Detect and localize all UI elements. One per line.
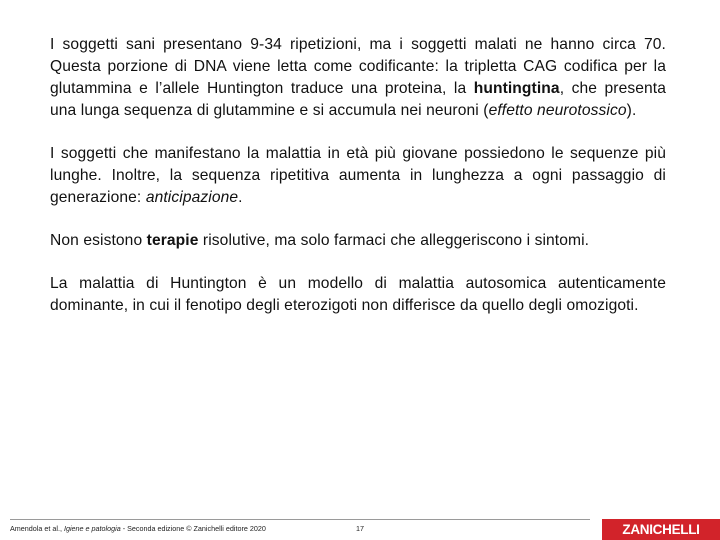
term-anticipazione: anticipazione: [145, 189, 239, 206]
text-segment: Non esistono: [50, 232, 147, 249]
text-segment: , che presenta una lunga sequenza di glutammine e si accumula nei neuroni (: [50, 80, 666, 119]
text-segment: risolutive, ma solo farmaci che alleggeriscono i sintomi.: [198, 232, 590, 249]
text-segment: ).: [626, 102, 637, 119]
paragraph-dominant-model: [50, 273, 666, 317]
footer-divider: [10, 519, 590, 520]
publisher-logo: ZANICHELLI: [602, 519, 720, 540]
paragraph-repetitions: [50, 34, 666, 122]
text-segment: La malattia di Huntington è un modello di malattia autosomica autenticamente dominante, in cui il fenotipo degli eterozigoti non differisce da quello degli omozigoti.: [50, 275, 666, 314]
slide-body: [50, 34, 666, 338]
term-huntingtina: huntingtina: [473, 80, 560, 97]
text-segment: .: [238, 189, 243, 206]
paragraph-anticipation: [50, 143, 666, 209]
text-segment: I soggetti che manifestano la malattia in età più giovane possiedono le sequenze più lunghe. Inoltre, la sequenza ripetitiva aumenta in lunghezza a ogni passaggio di generazione:: [50, 145, 666, 206]
slide-footer: [0, 519, 720, 540]
footer-credit: [10, 524, 266, 533]
term-effetto-neurotossico: effetto neurotossico: [488, 102, 627, 119]
term-terapie: terapie: [146, 232, 199, 249]
credit-book-title: Igiene e patologia: [63, 524, 121, 533]
page-number: 17: [356, 524, 364, 533]
paragraph-therapies: [50, 230, 666, 252]
credit-edition: - Seconda edizione © Zanichelli editore 2020: [120, 524, 266, 533]
text-segment: I soggetti sani presentano 9-34 ripetizioni, ma i soggetti malati ne hanno circa 70. Questa porzione di DNA viene letta come codificante: la tripletta CAG codifica per la glutammina e l’allele Huntington traduce una proteina, la: [50, 36, 666, 97]
credit-authors: Amendola et al.,: [10, 524, 64, 533]
